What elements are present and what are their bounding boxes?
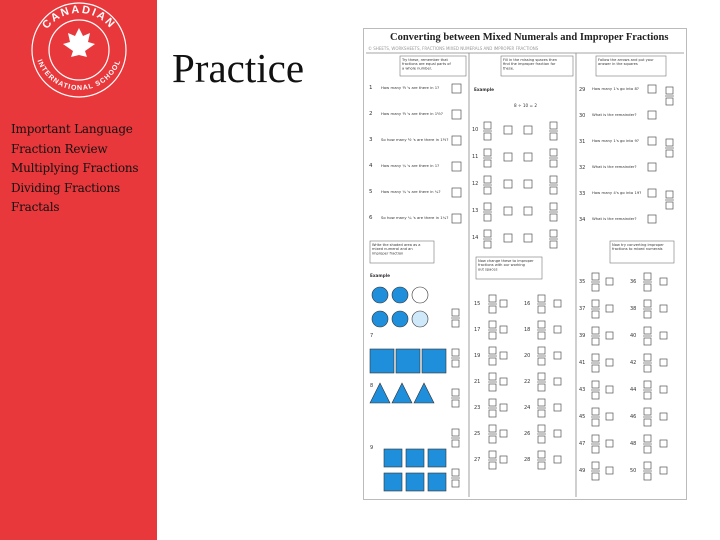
q-mid-frac-den xyxy=(484,133,491,140)
shade-number: 8 xyxy=(370,383,374,389)
q-mid-result-den xyxy=(550,133,557,140)
improper-right-frac-den xyxy=(644,338,651,345)
q-right-number: 32 xyxy=(579,165,586,171)
improper-right-box xyxy=(660,467,667,474)
q-mid-frac-num xyxy=(484,230,491,237)
note-follow: Follow the arrows and put your answer in the squares xyxy=(598,58,654,67)
q-mid-result-num xyxy=(550,230,557,237)
q-mid-frac-den xyxy=(484,241,491,248)
q-right-text: How many 1's go into 8? xyxy=(592,86,639,91)
improper-right-box xyxy=(660,332,667,339)
sidebar xyxy=(0,0,157,540)
improper-right-frac-den xyxy=(644,419,651,426)
shaded-grid xyxy=(428,449,446,467)
shaded-square xyxy=(396,349,420,373)
example-label: Example xyxy=(474,87,495,92)
convert-mid-box xyxy=(554,456,561,463)
improper-left-number: 39 xyxy=(579,333,586,339)
shaded-grid xyxy=(406,449,424,467)
improper-left-box xyxy=(606,440,613,447)
shade-number: 9 xyxy=(370,445,374,451)
worksheet-body xyxy=(364,29,686,499)
shaded-circle xyxy=(392,287,408,303)
convert-mid-box xyxy=(554,300,561,307)
q-mid-box-b xyxy=(524,180,532,188)
q-mid-number: 11 xyxy=(472,154,479,160)
q-mid-frac-num xyxy=(484,203,491,210)
improper-left-frac-den xyxy=(592,338,599,345)
improper-left-frac-den xyxy=(592,392,599,399)
improper-left-frac-num xyxy=(592,354,599,361)
convert-mid-frac-den xyxy=(538,436,545,443)
improper-left-frac-num xyxy=(592,435,599,442)
q-left-text: So how many ½ 's are there in 1½? xyxy=(381,137,449,142)
convert-left-box xyxy=(500,404,507,411)
worksheet-subtitle: © SHEETS, WORKSHEETS, FRACTIONS MIXED NUMERALS AND IMPROPER FRACTIONS xyxy=(368,46,539,51)
improper-left-frac-num xyxy=(592,327,599,334)
example-equation: 8 ÷ 10 = 2 xyxy=(514,103,537,108)
nav-item-multiplying-fractions[interactable]: Multiplying Fractions xyxy=(11,161,139,175)
q-left-number: 4 xyxy=(369,163,373,169)
improper-left-frac-den xyxy=(592,419,599,426)
q-right-frac-num xyxy=(666,139,673,146)
nav-item-dividing-fractions[interactable]: Dividing Fractions xyxy=(11,180,120,195)
improper-right-frac-den xyxy=(644,392,651,399)
q-left-number: 1 xyxy=(369,85,373,91)
note-write: Write the shaded area as a mixed numeral and an improper fraction xyxy=(372,243,421,256)
improper-right-number: 42 xyxy=(630,360,637,366)
shaded-grid-2 xyxy=(406,473,424,491)
q-mid-number: 10 xyxy=(472,127,479,133)
shade-frac-5-den xyxy=(452,480,459,487)
convert-mid-frac-den xyxy=(538,410,545,417)
convert-left-box xyxy=(500,300,507,307)
q-left-answer-box xyxy=(452,214,461,223)
note-change: Now change these to improper fractions with our working out spaces xyxy=(478,259,534,272)
improper-left-box xyxy=(606,305,613,312)
logo-top-text: CANADIAN xyxy=(40,3,118,32)
convert-left-frac-den xyxy=(489,384,496,391)
shade-frac-5-num xyxy=(452,469,459,476)
q-right-answer-box xyxy=(648,163,656,171)
improper-right-box xyxy=(660,359,667,366)
q-left-answer-box xyxy=(452,136,461,145)
maple-leaf-icon xyxy=(63,28,95,57)
q-mid-result-den xyxy=(550,241,557,248)
convert-left-number: 25 xyxy=(474,431,481,437)
shade-example-label: Example xyxy=(370,273,391,278)
svg-text:CANADIAN xyxy=(40,4,118,32)
shade-frac-4-num xyxy=(452,429,459,436)
q-mid-box-b xyxy=(524,153,532,161)
convert-mid-frac-num xyxy=(538,373,545,380)
shade-frac-3-den xyxy=(452,400,459,407)
improper-left-box xyxy=(606,278,613,285)
convert-mid-number: 28 xyxy=(524,457,531,463)
shade-frac-1-num xyxy=(452,309,459,316)
improper-left-frac-den xyxy=(592,311,599,318)
q-left-number: 5 xyxy=(369,189,373,195)
q-mid-result-den xyxy=(550,160,557,167)
shaded-square xyxy=(422,349,446,373)
improper-left-frac-den xyxy=(592,284,599,291)
convert-left-frac-den xyxy=(489,332,496,339)
q-left-text: So how many ¼ 's are there in 1¼? xyxy=(381,215,449,220)
shade-frac-2-den xyxy=(452,360,459,367)
convert-mid-frac-num xyxy=(538,347,545,354)
improper-left-box xyxy=(606,386,613,393)
q-right-text: What is the remainder? xyxy=(592,164,637,169)
convert-left-number: 23 xyxy=(474,405,481,411)
q-left-number: 3 xyxy=(369,137,373,143)
improper-left-frac-num xyxy=(592,408,599,415)
convert-left-box xyxy=(500,430,507,437)
q-mid-box-b xyxy=(524,126,532,134)
q-right-answer-box xyxy=(648,189,656,197)
convert-mid-number: 16 xyxy=(524,301,531,307)
convert-left-number: 27 xyxy=(474,457,481,463)
q-right-frac-den xyxy=(666,202,673,209)
improper-left-number: 43 xyxy=(579,387,586,393)
q-right-answer-box xyxy=(648,215,656,223)
improper-left-frac-num xyxy=(592,381,599,388)
q-mid-frac-num xyxy=(484,149,491,156)
q-right-frac-den xyxy=(666,150,673,157)
q-mid-frac-den xyxy=(484,214,491,221)
q-mid-number: 13 xyxy=(472,208,479,214)
improper-right-frac-num xyxy=(644,381,651,388)
convert-mid-frac-num xyxy=(538,425,545,432)
improper-left-frac-den xyxy=(592,365,599,372)
q-left-text: How many ½ 's are there in 1½? xyxy=(381,111,443,116)
worksheet-image xyxy=(363,28,687,500)
convert-mid-frac-den xyxy=(538,358,545,365)
improper-right-frac-den xyxy=(644,473,651,480)
convert-mid-frac-num xyxy=(538,399,545,406)
convert-left-number: 19 xyxy=(474,353,481,359)
convert-left-frac-den xyxy=(489,462,496,469)
q-right-text: How many 1's go into 9? xyxy=(592,138,639,143)
q-mid-result-num xyxy=(550,149,557,156)
q-left-text: How many ¼ 's are there in 1? xyxy=(381,163,440,168)
convert-mid-box xyxy=(554,404,561,411)
nav-item-fractals[interactable]: Fractals xyxy=(11,200,60,214)
q-right-answer-box xyxy=(648,111,656,119)
shaded-circle-2 xyxy=(372,311,388,327)
q-right-frac-den xyxy=(666,98,673,105)
improper-right-frac-den xyxy=(644,446,651,453)
q-right-frac-num xyxy=(666,87,673,94)
convert-left-number: 21 xyxy=(474,379,481,385)
improper-right-box xyxy=(660,278,667,285)
improper-right-frac-num xyxy=(644,273,651,280)
improper-left-box xyxy=(606,332,613,339)
improper-right-number: 38 xyxy=(630,306,637,312)
convert-left-frac-num xyxy=(489,347,496,354)
worksheet-title: Converting between Mixed Numerals and Improper Fractions xyxy=(390,32,669,43)
shaded-square xyxy=(370,349,394,373)
convert-mid-frac-den xyxy=(538,306,545,313)
convert-left-frac-num xyxy=(489,295,496,302)
q-mid-box-b xyxy=(524,234,532,242)
shaded-circle-2 xyxy=(412,311,428,327)
convert-mid-box xyxy=(554,378,561,385)
convert-left-frac-den xyxy=(489,358,496,365)
q-right-frac-num xyxy=(666,191,673,198)
convert-mid-number: 26 xyxy=(524,431,531,437)
improper-right-box xyxy=(660,305,667,312)
nav-item-important-language[interactable]: Important Language xyxy=(11,122,133,136)
q-left-answer-box xyxy=(452,84,461,93)
q-mid-box-a xyxy=(504,180,512,188)
q-mid-number: 12 xyxy=(472,181,479,187)
shade-frac-3-num xyxy=(452,389,459,396)
q-right-text: What is the remainder? xyxy=(592,112,637,117)
improper-right-number: 50 xyxy=(630,468,637,474)
q-right-number: 34 xyxy=(579,217,586,223)
convert-left-frac-den xyxy=(489,306,496,313)
convert-mid-frac-den xyxy=(538,384,545,391)
shaded-grid xyxy=(384,449,402,467)
convert-left-box xyxy=(500,456,507,463)
q-mid-box-a xyxy=(504,207,512,215)
convert-left-frac-num xyxy=(489,373,496,380)
q-right-text: How many 4's go into 19? xyxy=(592,190,642,195)
improper-right-box xyxy=(660,386,667,393)
school-logo xyxy=(18,0,140,112)
shade-frac-4-den xyxy=(452,440,459,447)
improper-right-number: 44 xyxy=(630,387,637,393)
improper-left-box xyxy=(606,359,613,366)
convert-left-box xyxy=(500,378,507,385)
convert-mid-box xyxy=(554,352,561,359)
q-left-answer-box xyxy=(452,110,461,119)
convert-left-frac-num xyxy=(489,321,496,328)
q-mid-result-num xyxy=(550,122,557,129)
improper-left-number: 45 xyxy=(579,414,586,420)
improper-right-number: 40 xyxy=(630,333,637,339)
improper-right-frac-den xyxy=(644,284,651,291)
q-mid-box-a xyxy=(504,126,512,134)
convert-mid-frac-den xyxy=(538,462,545,469)
shade-frac-1-den xyxy=(452,320,459,327)
q-left-text: How many ½ 's are there in 1? xyxy=(381,85,440,90)
convert-mid-frac-den xyxy=(538,332,545,339)
sidebar-nav xyxy=(11,120,151,218)
improper-left-box xyxy=(606,413,613,420)
convert-left-frac-num xyxy=(489,399,496,406)
shaded-grid-2 xyxy=(428,473,446,491)
improper-left-number: 35 xyxy=(579,279,586,285)
convert-left-number: 17 xyxy=(474,327,481,333)
convert-mid-number: 24 xyxy=(524,405,531,411)
note-try: Try these, remember that fractions are equal parts of a whole number. xyxy=(402,58,451,71)
q-mid-box-a xyxy=(504,234,512,242)
q-mid-frac-den xyxy=(484,187,491,194)
q-mid-frac-num xyxy=(484,122,491,129)
q-right-text: What is the remainder? xyxy=(592,216,637,221)
nav-item-fraction-review[interactable]: Fraction Review xyxy=(11,141,108,156)
convert-left-frac-den xyxy=(489,410,496,417)
improper-left-number: 49 xyxy=(579,468,586,474)
convert-mid-frac-num xyxy=(538,451,545,458)
shaded-triangle xyxy=(392,383,412,403)
improper-left-frac-den xyxy=(592,473,599,480)
q-right-number: 31 xyxy=(579,139,586,145)
logo-bottom-text: INTERNATIONAL SCHOOL xyxy=(35,58,123,93)
logo-monogram: C I S xyxy=(66,58,92,70)
convert-mid-number: 22 xyxy=(524,379,531,385)
convert-mid-frac-num xyxy=(538,295,545,302)
convert-mid-number: 18 xyxy=(524,327,531,333)
convert-mid-frac-num xyxy=(538,321,545,328)
improper-left-number: 37 xyxy=(579,306,586,312)
improper-right-number: 36 xyxy=(630,279,637,285)
q-right-number: 30 xyxy=(579,113,586,119)
q-right-answer-box xyxy=(648,85,656,93)
q-left-number: 2 xyxy=(369,111,373,117)
q-left-text: How many ¼ 's are there in ¼? xyxy=(381,189,441,194)
improper-right-frac-num xyxy=(644,435,651,442)
improper-left-number: 41 xyxy=(579,360,586,366)
q-left-number: 6 xyxy=(369,215,373,221)
q-mid-result-den xyxy=(550,187,557,194)
q-mid-box-b xyxy=(524,207,532,215)
q-right-number: 29 xyxy=(579,87,586,93)
improper-right-frac-num xyxy=(644,354,651,361)
q-mid-frac-den xyxy=(484,160,491,167)
improper-right-frac-num xyxy=(644,300,651,307)
improper-left-number: 47 xyxy=(579,441,586,447)
improper-left-frac-den xyxy=(592,446,599,453)
shaded-circle xyxy=(412,287,428,303)
improper-left-frac-num xyxy=(592,300,599,307)
q-right-answer-box xyxy=(648,137,656,145)
improper-right-box xyxy=(660,413,667,420)
convert-mid-box xyxy=(554,430,561,437)
improper-right-frac-num xyxy=(644,408,651,415)
q-left-answer-box xyxy=(452,188,461,197)
convert-left-frac-num xyxy=(489,425,496,432)
note-fill: Fill in the missing spaces then find the improper fraction for these. xyxy=(503,58,558,71)
q-mid-number: 14 xyxy=(472,235,479,241)
q-mid-frac-num xyxy=(484,176,491,183)
note-now: Now try converting improper fractions to mixed numerals xyxy=(612,243,664,252)
improper-right-box xyxy=(660,440,667,447)
q-mid-result-den xyxy=(550,214,557,221)
slide-title: Practice xyxy=(172,45,305,91)
shade-frac-2-num xyxy=(452,349,459,356)
convert-left-box xyxy=(500,352,507,359)
improper-left-frac-num xyxy=(592,273,599,280)
improper-right-number: 48 xyxy=(630,441,637,447)
improper-right-frac-num xyxy=(644,327,651,334)
convert-mid-number: 20 xyxy=(524,353,531,359)
improper-right-frac-num xyxy=(644,462,651,469)
convert-mid-box xyxy=(554,326,561,333)
shaded-triangle xyxy=(414,383,434,403)
convert-left-frac-num xyxy=(489,451,496,458)
improper-left-frac-num xyxy=(592,462,599,469)
shaded-circle xyxy=(372,287,388,303)
shade-number: 7 xyxy=(370,333,374,339)
q-mid-result-num xyxy=(550,203,557,210)
q-mid-box-a xyxy=(504,153,512,161)
convert-left-number: 15 xyxy=(474,301,481,307)
shaded-circle-2 xyxy=(392,311,408,327)
improper-right-frac-den xyxy=(644,311,651,318)
convert-left-frac-den xyxy=(489,436,496,443)
q-left-answer-box xyxy=(452,162,461,171)
q-right-number: 33 xyxy=(579,191,586,197)
q-mid-result-num xyxy=(550,176,557,183)
improper-right-frac-den xyxy=(644,365,651,372)
convert-left-box xyxy=(500,326,507,333)
improper-right-number: 46 xyxy=(630,414,637,420)
improper-left-box xyxy=(606,467,613,474)
shaded-grid-2 xyxy=(384,473,402,491)
